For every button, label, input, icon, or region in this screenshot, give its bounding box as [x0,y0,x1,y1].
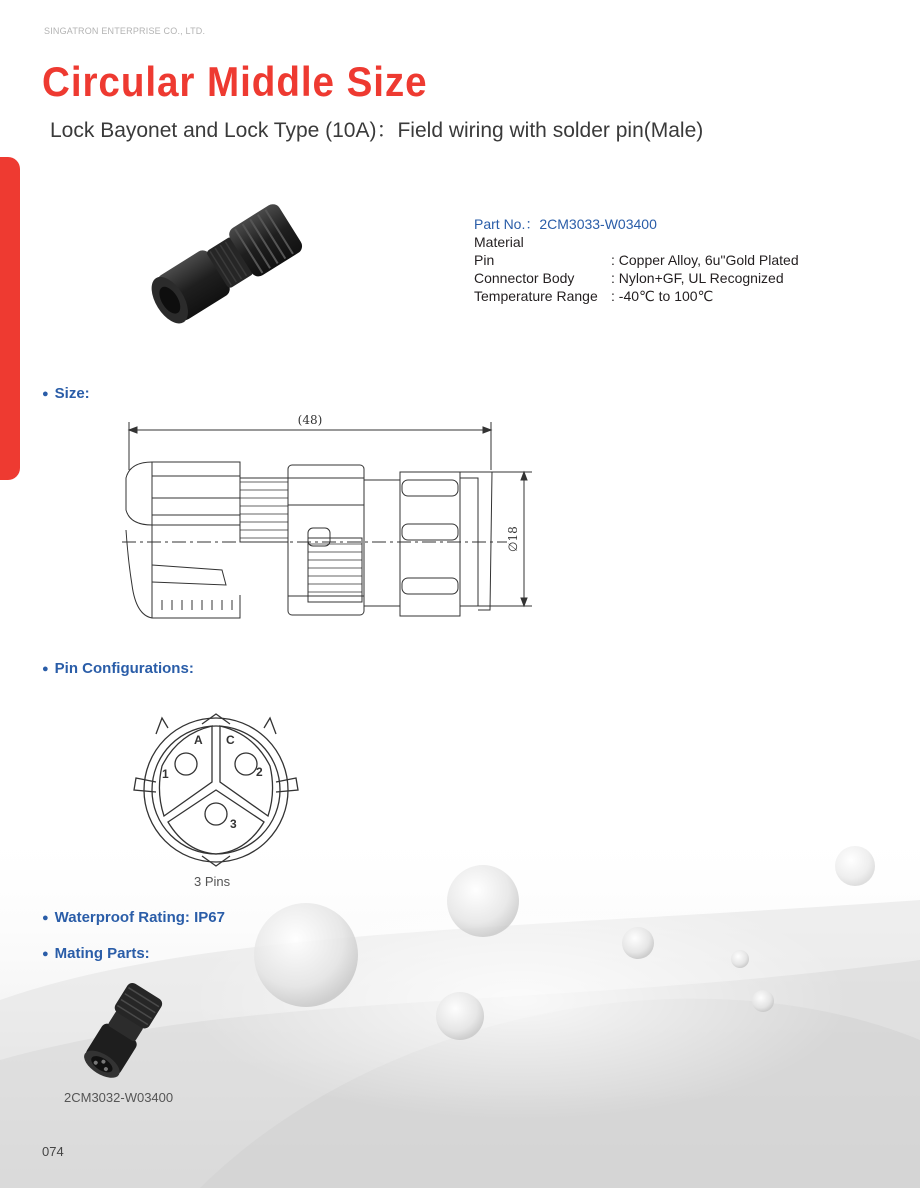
material-heading: Material [474,234,524,250]
pin-face-drawing [128,712,304,868]
section-mating [42,945,150,962]
spec-row [474,251,799,269]
pin-label-2: 2 [256,765,263,779]
company-name: SINGATRON ENTERPRISE CO., LTD. [44,26,206,36]
pin-label-c: C [226,733,235,747]
spec-row [474,287,799,305]
mating-part-number: 2CM3032-W03400 [64,1090,174,1105]
pin-label-1: 1 [162,767,169,781]
pin-caption: 3 Pins [194,874,231,889]
diameter-dimension-label: ∅18 [506,526,520,552]
section-size-label: Size: [54,385,90,402]
product-photo [128,190,328,340]
length-dimension-label: (48) [297,413,323,427]
bullet-icon: ● [42,663,49,675]
section-waterproof [42,909,225,926]
bullet-icon: ● [42,948,49,960]
section-mating-label: Mating Parts: [54,945,150,962]
section-size [42,385,90,402]
page-subtitle: Lock Bayonet and Lock Type (10A)：Field wiring with solder pin(Male) [50,119,704,142]
pin-label-a: A [194,733,203,747]
size-drawing [112,410,552,625]
part-number: Part No.：2CM3033-W03400 [474,216,657,232]
spec-block [474,215,799,305]
section-waterproof-label: Waterproof Rating: IP67 [54,909,225,926]
bullet-icon: ● [42,388,49,400]
spec-value: : Nylon+GF, UL Recognized [611,270,784,286]
side-tab [0,157,20,480]
page-number: 074 [42,1144,64,1159]
spec-value: : Copper Alloy, 6u"Gold Plated [611,252,799,268]
spec-key: Pin [474,252,495,268]
bullet-icon: ● [42,912,49,924]
page-title: Circular Middle Size [42,58,428,105]
section-pin-config-label: Pin Configurations: [54,660,194,677]
spec-key: Temperature Range [474,288,598,304]
spec-row [474,269,799,287]
mating-part-photo [62,982,182,1082]
spec-value: : -40℃ to 100℃ [611,288,714,304]
pin-label-3: 3 [230,817,237,831]
spec-key: Connector Body [474,270,575,286]
section-pin-config [42,660,194,677]
